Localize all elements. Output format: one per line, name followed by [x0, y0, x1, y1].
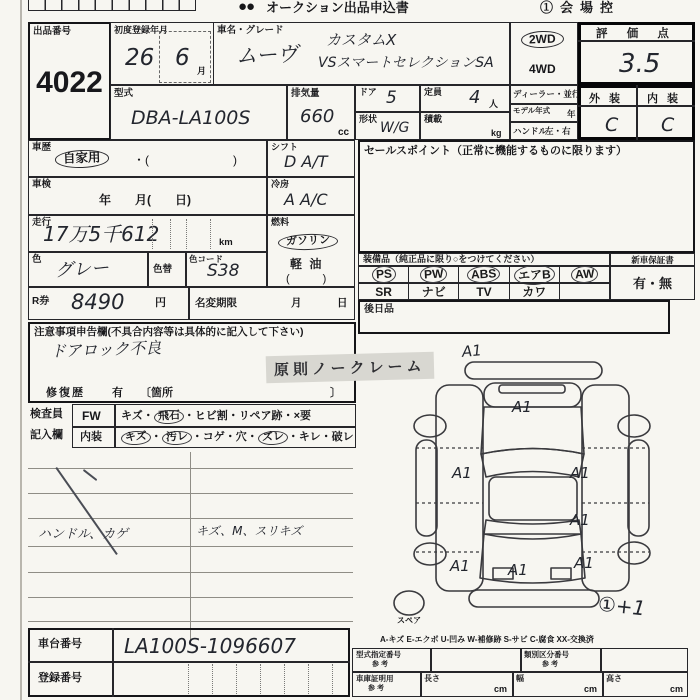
model-code-value: DBA-LA100S	[131, 107, 251, 129]
front-grille-shape	[499, 385, 565, 393]
equipment-ps: PS	[371, 265, 396, 283]
capacity-value: 4	[469, 87, 481, 108]
color-change-divider	[147, 252, 149, 287]
history-label: 車歴	[32, 142, 52, 153]
vehicle-name-box	[213, 22, 510, 85]
int-item-zure: ズレ	[257, 430, 288, 446]
fw-item-xyou: ×要	[293, 410, 311, 422]
equipment-navi: ナビ	[421, 285, 446, 299]
vehicle-name-label: 車名・グレード	[217, 25, 284, 36]
rear-gate-shape	[480, 534, 585, 583]
drive-4wd: 4WD	[529, 62, 556, 76]
regno-sep	[260, 664, 261, 694]
doors-box	[355, 85, 420, 112]
rear-right-wheel	[618, 542, 650, 564]
mileage-digit-sep3	[186, 219, 187, 249]
height-label: 高さ	[606, 674, 622, 683]
dealer-label: ディーラー・並行	[513, 89, 581, 99]
equipment-aw-cell	[559, 267, 609, 282]
chassis-value: LA100S-1096607	[124, 634, 296, 658]
fw-item-hibiware: ヒビ割	[194, 410, 228, 422]
front-right-wheel	[618, 415, 650, 437]
regno-sep	[236, 664, 237, 694]
declaration-note: ドアロック不良	[49, 338, 162, 361]
form-logo: ●●	[238, 0, 255, 15]
history-box	[28, 140, 267, 177]
int-item-koge: コゲ	[202, 431, 225, 443]
cooling-box	[267, 177, 355, 215]
shaken-label: 車検	[32, 179, 52, 190]
warranty-header	[610, 253, 695, 266]
score-label: 評 価 点	[596, 28, 677, 40]
sep-icon: ・	[224, 431, 236, 443]
mileage-unit: km	[219, 237, 233, 248]
car-diagram	[372, 336, 698, 642]
roof-shape	[489, 477, 577, 520]
drive-type-box	[510, 22, 578, 85]
fuel-paren: ( )	[286, 273, 327, 285]
dims-table-div2	[512, 672, 514, 697]
damage-mark-rear-gate: A1	[508, 561, 528, 579]
form-title: オークション出品申込書	[266, 0, 409, 15]
sep-icon: ・	[227, 410, 239, 422]
displacement-label: 排気量	[291, 88, 320, 99]
garage-cert-label: 車庫証明用	[356, 674, 394, 683]
equipment-airbag: エアB	[513, 263, 555, 285]
vehicle-grade-line1: カスタムX	[326, 31, 397, 49]
rule-column-divider	[190, 452, 191, 640]
inspector-col-divider	[114, 404, 116, 448]
fuel-gasoline-circled	[278, 231, 338, 250]
damage-legend: A-キズ E-エクボ U-凹み W-補修跡 S-サビ C-腐食 XX-交換済	[380, 635, 594, 644]
front-bumper-shape	[465, 362, 602, 379]
equipment-sr: SR	[375, 284, 392, 299]
spare-tire-label: スペア	[397, 616, 421, 625]
history-rest: ・( )	[133, 153, 237, 167]
vehicle-name-value: ムーヴ	[235, 41, 299, 69]
namechange-month: 月	[291, 297, 302, 309]
sep-icon: ・	[320, 431, 332, 443]
capacity-box	[420, 85, 510, 112]
chassis-label: 車台番号	[38, 638, 82, 650]
equipment-tv-cell	[458, 284, 508, 299]
length-unit: cm	[494, 684, 508, 694]
rticket-divider	[188, 287, 190, 320]
damage-mark-hood: A1	[512, 398, 532, 416]
repair-location-open: 〔箇所	[140, 387, 173, 399]
history-value-circled	[55, 149, 109, 168]
interior-grade: C	[661, 114, 675, 136]
inspector-interior-label: 内装	[80, 431, 102, 443]
regno-sep	[332, 664, 333, 694]
recycle-ticket-box	[28, 287, 355, 320]
repair-location-close: 〕	[330, 387, 341, 399]
vehicle-grade-line2: VSスマートセレクションSA	[318, 55, 494, 71]
sales-point-label: セールスポイント（正常に機能するものに限ります）	[364, 145, 628, 157]
mileage-box	[28, 215, 267, 252]
garage-ref-label: 参 考	[368, 685, 384, 692]
lot-number-value: 4022	[36, 66, 103, 99]
equipment-kawa-cell	[509, 284, 559, 299]
regno-sep	[212, 664, 213, 694]
equipment-pw: PW	[420, 265, 448, 283]
doors-value: 5	[386, 88, 397, 108]
sep-icon: ・	[183, 410, 195, 422]
equipment-abs-cell	[458, 267, 508, 282]
exterior-grade: C	[605, 114, 619, 136]
repair-history-value: 有	[112, 387, 123, 399]
tail-lamp-right-shape	[551, 568, 571, 579]
color-code-label: 色コード	[189, 254, 224, 264]
chassis-label-divider	[112, 628, 114, 697]
sep-icon: ・	[150, 431, 162, 443]
length-label: 長さ	[424, 674, 440, 683]
height-unit: cm	[670, 684, 684, 694]
equipment-row1	[358, 266, 610, 283]
regno-sep	[188, 664, 189, 694]
equipment-ps-cell	[359, 267, 408, 282]
width-label: 幅	[516, 674, 524, 683]
mileage-unit-sep	[210, 219, 211, 249]
warranty-value-box	[610, 266, 695, 300]
inspector-label-line1: 検査員	[30, 408, 63, 420]
drive-2wd-circled	[521, 30, 564, 48]
dealer-divider2	[510, 121, 578, 123]
scan-edge	[20, 0, 22, 700]
windshield-shape	[481, 449, 584, 478]
pen-tick-mark	[83, 469, 98, 481]
registration-number-label: 登録番号	[38, 672, 82, 684]
fuel-label: 燃料	[271, 217, 290, 227]
equipment-kawa: カワ	[522, 285, 547, 299]
namechange-label: 名変期限	[195, 297, 237, 309]
displacement-value: 660	[300, 106, 335, 127]
payload-box	[420, 112, 510, 140]
later-items-box	[358, 300, 670, 334]
sep-icon: ・	[246, 431, 258, 443]
dealer-divider1	[510, 103, 578, 105]
left-sill-shape	[416, 440, 437, 536]
rear-left-wheel	[414, 543, 446, 565]
lot-number-label: 出品番号	[33, 26, 72, 37]
first-registration-label: 初度登録年月	[114, 25, 169, 35]
first-registration-month: 6	[175, 45, 190, 71]
displacement-box	[287, 85, 355, 140]
fuel-gasoline: ガソリン	[278, 233, 339, 251]
wheel-extra-note: ①+1	[596, 591, 647, 621]
declaration-label: 注意事項申告欄(不具合内容等は具体的に記入して下さい)	[34, 326, 304, 338]
fw-item-repair: リペア跡	[238, 410, 283, 422]
mileage-value: 17万5千612	[43, 222, 160, 246]
model-code-box	[110, 85, 287, 140]
dims-table-div1	[420, 672, 422, 697]
warranty-value: 有・無	[632, 276, 672, 291]
fw-item-tobiishi: 飛石	[153, 409, 184, 425]
handwritten-note-left: ハンドル、カゲ	[38, 527, 128, 542]
right-sill-shape	[628, 440, 649, 536]
int-item-yabure: 破レ	[331, 431, 354, 443]
spare-tire-shape	[394, 591, 424, 615]
model-year-unit: 年	[567, 109, 576, 119]
steering-label: ハンドル	[513, 126, 548, 136]
damage-mark-rear-right: A1	[574, 554, 594, 572]
history-value: 自家用	[55, 149, 109, 168]
shaken-box	[28, 177, 267, 215]
hood-shape	[481, 407, 584, 454]
warranty-label: 新車保証書	[631, 255, 674, 265]
equipment-abs: ABS	[467, 265, 501, 284]
int-item-kizu: キズ	[121, 430, 151, 446]
damage-mark-front-bumper: A1	[461, 341, 483, 361]
first-registration-year: 26	[125, 45, 155, 71]
int-item-kire: キレ	[298, 431, 321, 443]
payload-label: 積載	[424, 114, 443, 124]
equipment-tv: TV	[476, 284, 492, 299]
score-box	[578, 22, 695, 85]
no-claim-stamp: 原則ノークレーム	[266, 352, 434, 383]
type-table-div2	[520, 648, 522, 672]
rticket-unit: 円	[155, 297, 166, 309]
copy-label: ①会場控	[540, 0, 621, 15]
front-left-wheel	[414, 415, 446, 437]
displacement-unit: cc	[338, 127, 350, 138]
equipment-pw-cell	[408, 267, 458, 282]
body-shape-value: W/G	[380, 120, 410, 136]
type-table-div3	[600, 648, 602, 672]
equipment-empty-cell	[559, 284, 609, 299]
mileage-digit-sep1	[152, 219, 153, 249]
color-label: 色	[32, 254, 42, 265]
damage-mark-right-front-door: A1	[570, 464, 590, 482]
fw-item-kizu: キズ	[121, 410, 143, 422]
model-year-label: モデル年式	[513, 106, 551, 115]
dealer-box	[510, 85, 581, 140]
sales-point-box	[358, 140, 695, 253]
equipment-airbag-cell	[509, 267, 559, 282]
inspector-interior-items	[121, 431, 354, 445]
damage-mark-left-door: A1	[452, 464, 472, 482]
lot-number-box	[28, 22, 111, 140]
interior-label: 内 装	[647, 93, 682, 105]
equipment-sr-cell	[359, 284, 408, 299]
later-items-label: 後日品	[364, 304, 394, 315]
equipment-navi-cell	[408, 284, 458, 299]
rear-bumper-shape	[469, 590, 599, 607]
regno-sep	[284, 664, 285, 694]
shift-label: シフト	[271, 142, 299, 152]
sep-icon: ・	[282, 410, 294, 422]
score-header-line	[578, 40, 695, 42]
fuel-box	[267, 215, 355, 287]
type-table-div1	[430, 648, 432, 672]
rear-window-shape	[484, 520, 581, 539]
capacity-label: 定員	[424, 87, 443, 97]
score-value: 3.5	[619, 49, 661, 79]
exterior-label: 外 装	[589, 93, 624, 105]
fuel-diesel: 軽 油	[290, 257, 324, 271]
cooling-value: A A/C	[284, 190, 328, 209]
inspector-fw-label: FW	[82, 409, 101, 423]
int-item-ana: 穴	[235, 431, 247, 443]
color-change-label: 色替	[153, 264, 173, 275]
regno-sep	[308, 664, 309, 694]
namechange-day: 日	[337, 297, 348, 309]
body-shape-box	[355, 112, 420, 140]
model-code-label: 型式	[114, 88, 134, 99]
chassis-row-divider	[28, 661, 350, 663]
payload-unit: kg	[491, 128, 502, 138]
shaken-value: 年 月( 日)	[99, 193, 191, 207]
inspector-fw-items	[121, 410, 311, 424]
dims-table-div3	[602, 672, 604, 697]
sep-icon: ・	[287, 431, 299, 443]
doors-label: ドア	[359, 87, 377, 97]
sep-icon: ・	[191, 431, 203, 443]
class-ref-label: 参 考	[542, 661, 558, 668]
mileage-label: 走行	[32, 217, 52, 228]
type-ref-label: 参 考	[372, 661, 388, 668]
mileage-digit-sep2	[170, 219, 171, 249]
shift-box	[267, 140, 355, 177]
shift-value: D A/T	[284, 152, 328, 171]
rticket-label: R券	[32, 296, 50, 307]
rticket-value: 8490	[71, 290, 125, 314]
month-unit: 月	[197, 66, 207, 76]
damage-mark-right-rear-door: A1	[570, 511, 590, 529]
equipment-label: 装備品（純正品に限り○をつけてください）	[363, 254, 540, 264]
sep-icon: ・	[142, 410, 154, 422]
equipment-header	[358, 253, 610, 266]
color-value: グレー	[54, 257, 110, 282]
steering-value: 左・右	[545, 126, 571, 136]
class-number-label: 類別区分番号	[524, 650, 569, 659]
ext-int-divider	[636, 85, 638, 140]
first-registration-box	[110, 22, 214, 85]
equipment-row2	[358, 283, 610, 300]
top-cell-strip	[28, 0, 196, 11]
repair-history-label: 修復歴	[46, 387, 85, 399]
type-designation-label: 型式指定番号	[356, 650, 401, 659]
equipment-aw: AW	[570, 265, 598, 283]
cooling-label: 冷房	[271, 179, 290, 189]
damage-mark-rear-left: A1	[450, 557, 470, 575]
width-unit: cm	[584, 684, 598, 694]
drive-2wd: 2WD	[521, 30, 564, 48]
handwritten-note-right: キズ、M、スリキズ	[196, 524, 303, 538]
int-item-yogore: 汚レ	[161, 430, 192, 446]
color-code-value: S38	[207, 261, 240, 281]
capacity-unit: 人	[489, 99, 499, 109]
body-shape-label: 形状	[359, 114, 378, 124]
inspector-label-line2: 記入欄	[30, 429, 63, 441]
color-code-divider	[185, 252, 187, 287]
